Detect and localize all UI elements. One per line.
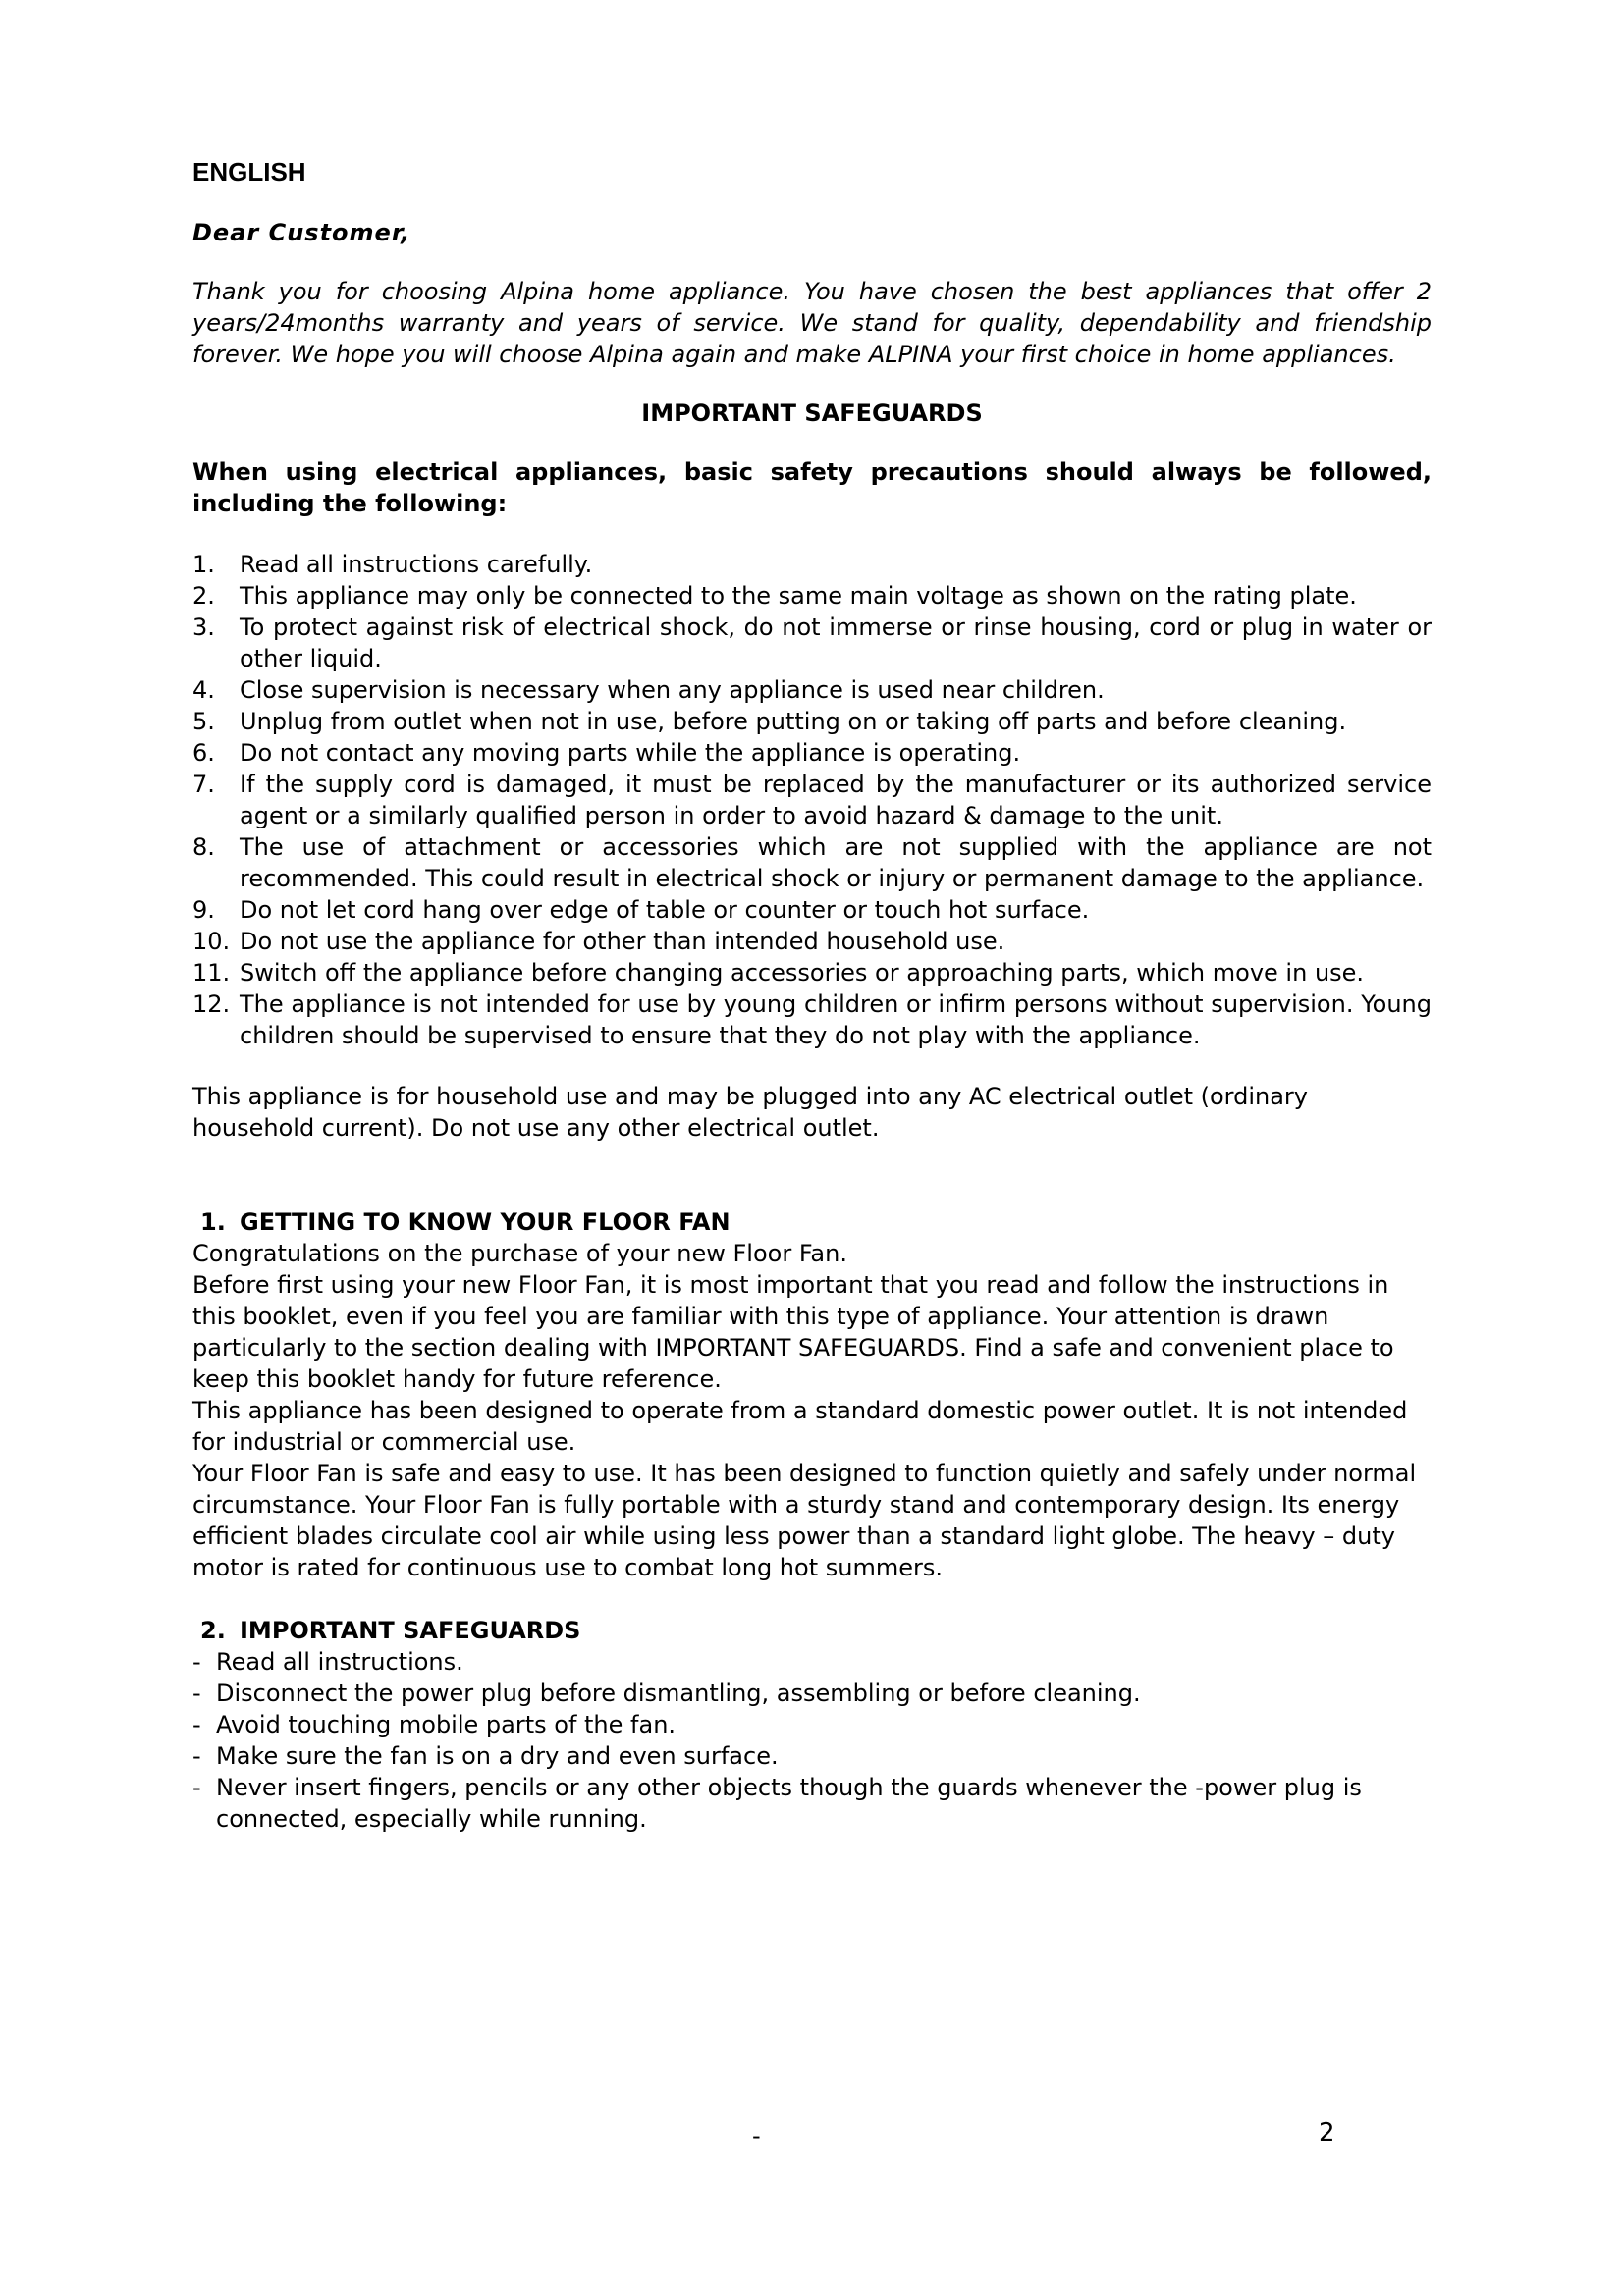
list-item: 2. This appliance may only be connected to the same main voltage as shown on the rating plate. — [192, 582, 1357, 610]
list-item: - Never insert fingers, pencils or any other objects though the guards whenever the -power plug is connected, especially while running. — [192, 1774, 1362, 1833]
list-item: - Make sure the fan is on a dry and even surface. — [192, 1742, 779, 1770]
section-1-paragraph: Your Floor Fan is safe and easy to use. It has been designed to function quietly and safely under normal circumstance. Your Floor Fan is fully portable with a sturdy stand and contemporary design. Its energy efficient blades circulate cool air while using less power than a standard light globe. The heavy – duty motor is rated for continuous use to combat long hot summers. — [192, 1460, 1417, 1581]
page-number: 2 — [1319, 2118, 1335, 2148]
safety-warning: When using electrical appliances, basic safety precautions should always be followed, including the following: — [192, 458, 1432, 517]
list-item: 3. To protect against risk of electrical shock, do not immerse or rinse housing, cord or plug in water or other liquid. — [192, 614, 1432, 672]
list-item: 6. Do not contact any moving parts while the appliance is operating. — [192, 739, 1021, 767]
list-item: 11. Switch off the appliance before changing accessories or approaching parts, which move in use. — [192, 959, 1365, 987]
section-1-paragraph: This appliance has been designed to operate from a standard domestic power outlet. It is not intended for industrial or commercial use. — [192, 1397, 1408, 1456]
footer-dash: - — [752, 2122, 761, 2150]
safeguards-title: IMPORTANT SAFEGUARDS — [641, 400, 983, 427]
list-item: - Disconnect the power plug before dismantling, assembling or before cleaning. — [192, 1680, 1141, 1707]
section-2-list — [192, 1646, 1432, 1835]
list-item: 8. The use of attachment or accessories which are not supplied with the appliance are not recommended. This could result in electrical shock or injury or permanent damage to the appliance. — [192, 833, 1432, 892]
section-1-paragraph: Congratulations on the purchase of your new Floor Fan. — [192, 1240, 847, 1267]
list-item: 5. Unplug from outlet when not in use, before putting on or taking off parts and before cleaning. — [192, 708, 1347, 735]
safety-rules-list — [192, 549, 1432, 1051]
list-item: 10. Do not use the appliance for other than intended household use. — [192, 928, 1005, 955]
list-item: 12. The appliance is not intended for use by young children or infirm persons without supervision. Young children should be supervised to ensure that they do not play with the appliance. — [192, 990, 1432, 1049]
list-item: 7. If the supply cord is damaged, it must be replaced by the manufacturer or its authorized service agent or a similarly qualified person in order to avoid hazard & damage to the unit. — [192, 771, 1432, 829]
language-heading: ENGLISH — [192, 157, 306, 187]
list-item: - Avoid touching mobile parts of the fan. — [192, 1711, 677, 1738]
household-note: This appliance is for household use and may be plugged into any AC electrical outlet (ordinary household current). Do not use any other electrical outlet. — [192, 1083, 1309, 1142]
intro-paragraph: Thank you for choosing Alpina home appliance. You have chosen the best appliances that offer 2 years/24months warranty and years of service. We stand for quality, dependability and friendship forever. We hope you will choose Alpina again and make ALPINA your first choice in home appliances. — [192, 278, 1432, 368]
greeting: Dear Customer, — [192, 219, 411, 246]
list-item: 9. Do not let cord hang over edge of table or counter or touch hot surface. — [192, 896, 1090, 924]
section-1-paragraph: Before first using your new Floor Fan, it is most important that you read and follow the instructions in this booklet, even if you feel you are familiar with this type of appliance. Your attention is drawn particularly to the section dealing with IMPORTANT SAFEGUARDS. Find a safe and convenient place to keep this booklet handy for future reference. — [192, 1271, 1394, 1393]
list-item: 1. Read all instructions carefully. — [192, 551, 593, 578]
document-page — [192, 157, 1432, 1835]
list-item: - Read all instructions. — [192, 1648, 463, 1676]
list-item: 4. Close supervision is necessary when any appliance is used near children. — [192, 676, 1105, 704]
section-2-heading: 2. IMPORTANT SAFEGUARDS — [200, 1617, 581, 1644]
section-1-heading: 1. GETTING TO KNOW YOUR FLOOR FAN — [200, 1208, 731, 1236]
